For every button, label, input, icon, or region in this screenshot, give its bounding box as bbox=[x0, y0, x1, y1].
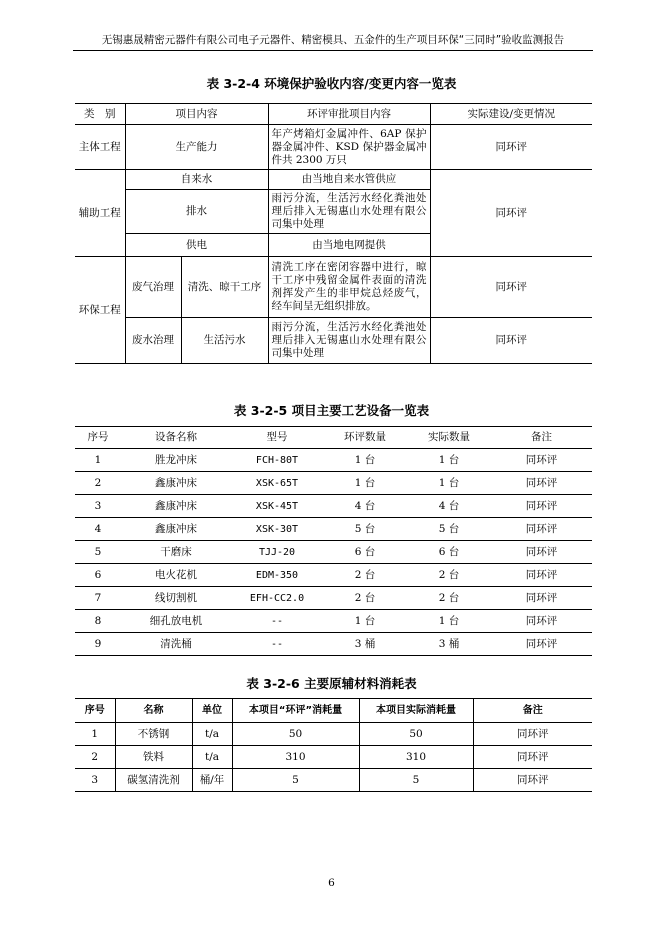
actual-cell: 同环评 bbox=[430, 257, 592, 318]
no-cell: 6 bbox=[75, 564, 121, 587]
table2-caption: 表 3-2-5 项目主要工艺设备一览表 bbox=[233, 403, 430, 418]
approved-cell: 雨污分流，生活污水经化粪池处理后排入无锡惠山水处理有限公司集中处理 bbox=[268, 190, 430, 234]
materials-table bbox=[75, 698, 592, 792]
header-approved-consumption: 本项目“环评”消耗量 bbox=[232, 699, 359, 723]
table-row bbox=[75, 610, 592, 633]
equipment-cell: 鑫康冲床 bbox=[121, 472, 231, 495]
page-header: 无锡惠晟精密元器件有限公司电子元器件、精密模具、五金件的生产项目环保“三同时”验收监测报告 bbox=[73, 32, 593, 51]
actual-qty-cell: 1 台 bbox=[407, 472, 491, 495]
remark-cell: 同环评 bbox=[491, 472, 592, 495]
header-no: 序号 bbox=[75, 699, 115, 723]
equipment-cell: 鑫康冲床 bbox=[121, 518, 231, 541]
approved-cell: 雨污分流，生活污水经化粪池处理后排入无锡惠山水处理有限公司集中处理 bbox=[268, 318, 430, 364]
item-cell: 生活污水 bbox=[181, 318, 268, 364]
category-cell: 辅助工程 bbox=[75, 170, 125, 257]
approved-qty-cell: 2 台 bbox=[323, 587, 407, 610]
actual-cell: 同环评 bbox=[430, 318, 592, 364]
model-cell: EDM-350 bbox=[231, 564, 323, 587]
equipment-table bbox=[75, 426, 592, 656]
actual-qty-cell: 2 台 bbox=[407, 564, 491, 587]
remark-cell: 同环评 bbox=[491, 449, 592, 472]
equipment-cell: 电火花机 bbox=[121, 564, 231, 587]
actual-qty-cell: 1 台 bbox=[407, 449, 491, 472]
approved-qty-cell: 3 桶 bbox=[323, 633, 407, 656]
remark-cell: 同环评 bbox=[491, 564, 592, 587]
actual-qty-cell: 6 台 bbox=[407, 541, 491, 564]
header-approved: 环评审批项目内容 bbox=[268, 104, 430, 125]
table-row bbox=[75, 518, 592, 541]
header-unit: 单位 bbox=[192, 699, 232, 723]
remark-cell: 同环评 bbox=[491, 633, 592, 656]
table1-caption: 表 3-2-4 环境保护验收内容/变更内容一览表 bbox=[206, 76, 457, 91]
equipment-cell: 清洗桶 bbox=[121, 633, 231, 656]
material-cell: 铁料 bbox=[115, 746, 192, 769]
header-item: 项目内容 bbox=[125, 104, 268, 125]
no-cell: 1 bbox=[75, 449, 121, 472]
header-actual-qty: 实际数量 bbox=[407, 427, 491, 449]
header-remark: 备注 bbox=[473, 699, 592, 723]
remark-cell: 同环评 bbox=[491, 541, 592, 564]
model-cell: EFH-CC2.0 bbox=[231, 587, 323, 610]
header-model: 型号 bbox=[231, 427, 323, 449]
header-actual: 实际建设/变更情况 bbox=[430, 104, 592, 125]
remark-cell: 同环评 bbox=[491, 495, 592, 518]
item-cell: 排水 bbox=[125, 190, 268, 234]
category-cell: 主体工程 bbox=[75, 125, 125, 170]
item-cell: 自来水 bbox=[125, 170, 268, 190]
material-cell: 不锈钢 bbox=[115, 723, 192, 746]
type-cell: 废气治理 bbox=[125, 257, 181, 318]
table-header-row bbox=[75, 427, 592, 449]
table-row bbox=[75, 541, 592, 564]
no-cell: 5 bbox=[75, 541, 121, 564]
remark-cell: 同环评 bbox=[473, 723, 592, 746]
no-cell: 8 bbox=[75, 610, 121, 633]
model-cell: XSK-65T bbox=[231, 472, 323, 495]
actual-qty-cell: 3 桶 bbox=[407, 633, 491, 656]
table-row bbox=[75, 495, 592, 518]
table3-caption: 表 3-2-6 主要原辅材料消耗表 bbox=[246, 676, 417, 691]
no-cell: 2 bbox=[75, 472, 121, 495]
model-cell: XSK-30T bbox=[231, 518, 323, 541]
approved-cell: 年产烤箱灯金属冲件、6AP 保护器金属冲件、KSD 保护器金属冲件共 2300 万只 bbox=[268, 125, 430, 170]
header-approved-qty: 环评数量 bbox=[323, 427, 407, 449]
actual-consumption-cell: 50 bbox=[359, 723, 473, 746]
approved-cell: 由当地电网提供 bbox=[268, 234, 430, 257]
header-material: 名称 bbox=[115, 699, 192, 723]
no-cell: 4 bbox=[75, 518, 121, 541]
actual-qty-cell: 5 台 bbox=[407, 518, 491, 541]
remark-cell: 同环评 bbox=[473, 746, 592, 769]
no-cell: 1 bbox=[75, 723, 115, 746]
equipment-cell: 干磨床 bbox=[121, 541, 231, 564]
category-cell: 环保工程 bbox=[75, 257, 125, 364]
page-number: 6 bbox=[328, 877, 335, 889]
remark-cell: 同环评 bbox=[491, 587, 592, 610]
table-row bbox=[75, 564, 592, 587]
model-cell: TJJ-20 bbox=[231, 541, 323, 564]
approved-cell: 由当地自来水管供应 bbox=[268, 170, 430, 190]
no-cell: 3 bbox=[75, 769, 115, 792]
approved-cell: 清洗工序在密闭容器中进行，晾干工序中残留金属件表面的清洗剂挥发产生的非甲烷总烃废气，经车间呈无组织排放。 bbox=[268, 257, 430, 318]
actual-cell: 同环评 bbox=[430, 125, 592, 170]
equipment-cell: 线切割机 bbox=[121, 587, 231, 610]
approved-consumption-cell: 310 bbox=[232, 746, 359, 769]
model-cell: XSK-45T bbox=[231, 495, 323, 518]
approved-qty-cell: 1 台 bbox=[323, 472, 407, 495]
table-row bbox=[75, 746, 592, 769]
actual-consumption-cell: 5 bbox=[359, 769, 473, 792]
unit-cell: t/a bbox=[192, 746, 232, 769]
material-cell: 碳氢清洗剂 bbox=[115, 769, 192, 792]
table-row bbox=[75, 170, 592, 190]
type-cell: 废水治理 bbox=[125, 318, 181, 364]
no-cell: 7 bbox=[75, 587, 121, 610]
equipment-cell: 鑫康冲床 bbox=[121, 495, 231, 518]
no-cell: 2 bbox=[75, 746, 115, 769]
unit-cell: 桶/年 bbox=[192, 769, 232, 792]
remark-cell: 同环评 bbox=[491, 610, 592, 633]
unit-cell: t/a bbox=[192, 723, 232, 746]
table-row bbox=[75, 723, 592, 746]
equipment-cell: 胜龙冲床 bbox=[121, 449, 231, 472]
table-row bbox=[75, 125, 592, 170]
approved-qty-cell: 1 台 bbox=[323, 610, 407, 633]
header-actual-consumption: 本项目实际消耗量 bbox=[359, 699, 473, 723]
actual-cell: 同环评 bbox=[430, 170, 592, 257]
model-cell: FCH-80T bbox=[231, 449, 323, 472]
table-header-row bbox=[75, 699, 592, 723]
remark-cell: 同环评 bbox=[491, 518, 592, 541]
header-remark: 备注 bbox=[491, 427, 592, 449]
table-row bbox=[75, 633, 592, 656]
header-no: 序号 bbox=[75, 427, 121, 449]
approved-qty-cell: 2 台 bbox=[323, 564, 407, 587]
approved-qty-cell: 1 台 bbox=[323, 449, 407, 472]
no-cell: 9 bbox=[75, 633, 121, 656]
table-row bbox=[75, 769, 592, 792]
approved-qty-cell: 6 台 bbox=[323, 541, 407, 564]
approved-qty-cell: 4 台 bbox=[323, 495, 407, 518]
model-cell: -- bbox=[231, 610, 323, 633]
table-row bbox=[75, 449, 592, 472]
remark-cell: 同环评 bbox=[473, 769, 592, 792]
header-equipment: 设备名称 bbox=[121, 427, 231, 449]
item-cell: 清洗、晾干工序 bbox=[181, 257, 268, 318]
table-row bbox=[75, 472, 592, 495]
model-cell: -- bbox=[231, 633, 323, 656]
table-row bbox=[75, 318, 592, 364]
actual-consumption-cell: 310 bbox=[359, 746, 473, 769]
approved-qty-cell: 5 台 bbox=[323, 518, 407, 541]
env-protection-table bbox=[75, 103, 592, 364]
item-cell: 供电 bbox=[125, 234, 268, 257]
actual-qty-cell: 4 台 bbox=[407, 495, 491, 518]
approved-consumption-cell: 50 bbox=[232, 723, 359, 746]
header-category: 类 别 bbox=[75, 104, 125, 125]
item-cell: 生产能力 bbox=[125, 125, 268, 170]
table-header-row bbox=[75, 104, 592, 125]
table-row bbox=[75, 257, 592, 318]
approved-consumption-cell: 5 bbox=[232, 769, 359, 792]
actual-qty-cell: 1 台 bbox=[407, 610, 491, 633]
no-cell: 3 bbox=[75, 495, 121, 518]
equipment-cell: 细孔放电机 bbox=[121, 610, 231, 633]
actual-qty-cell: 2 台 bbox=[407, 587, 491, 610]
table-row bbox=[75, 587, 592, 610]
